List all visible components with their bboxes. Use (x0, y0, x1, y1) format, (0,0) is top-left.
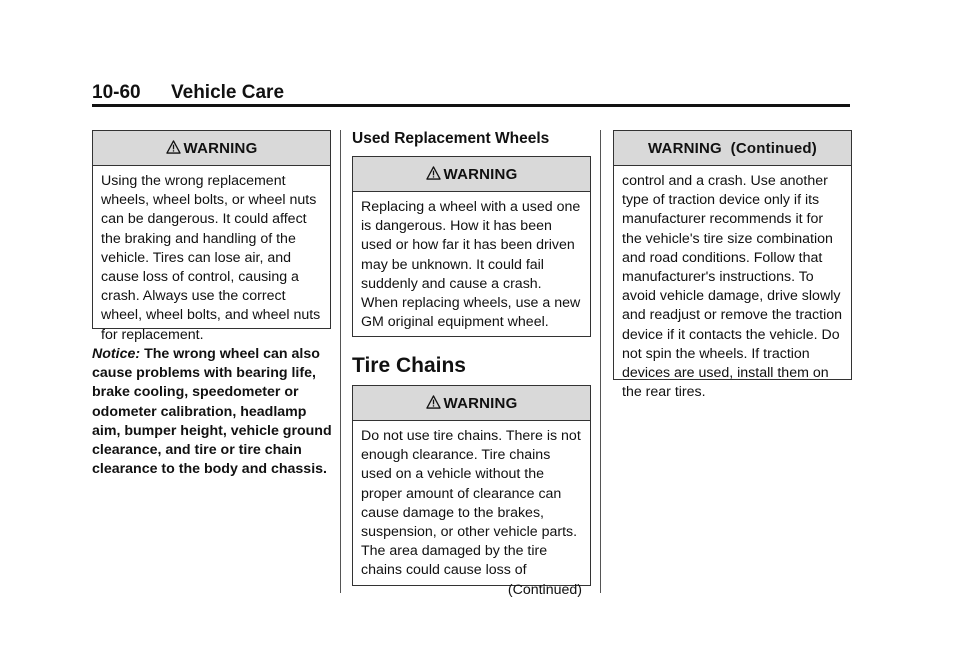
warning-triangle-icon (166, 140, 181, 154)
warning-title: WARNING (443, 165, 518, 183)
notice-text: The wrong wheel can also cause problems with bearing life, brake cooling, speedometer or odometer calibration, headlamp aim, bumper height, vehicle ground clearance, and tire or tire chain clearance to the body and chassis. (92, 346, 332, 478)
warning-title: WARNING (183, 139, 258, 157)
warning-header (353, 386, 590, 421)
warning-text: Using the wrong replacement wheels, wheel bolts, or wheel nuts can be dangerous. It could affect the braking and handling of the vehicle. Tires can lose air, and cause loss of control, causing a crash. Always use the correct wheel, wheel bolts, and wheel nuts for replacement. (101, 173, 321, 343)
warning-title: WARNING (443, 394, 518, 412)
wrong-wheels-warning-box (92, 130, 331, 343)
column-divider-2 (600, 130, 601, 593)
used-replacement-wheels-heading: Used Replacement Wheels (352, 130, 550, 147)
tire-chains-title: Tire Chains (352, 354, 466, 377)
warning-title: WARNING (Continued) (648, 139, 817, 157)
header-rule (92, 104, 850, 107)
notice-paragraph (92, 345, 332, 479)
used-wheels-warning-box (352, 156, 591, 337)
tire-chains-warning-continued-box (613, 130, 852, 401)
section-title: Vehicle Care (171, 82, 285, 103)
column-divider-1 (340, 130, 341, 593)
warning-header (353, 157, 590, 192)
warning-triangle-icon (426, 395, 441, 409)
warning-text: Replacing a wheel with a used one is dangerous. How it has been used or how far it has been driven may be unknown. It could fail suddenly and cause a crash. When replacing wheels, use a new GM original equipment wheel. (361, 199, 581, 331)
continued-label: (Continued) (507, 581, 582, 598)
warning-text: Do not use tire chains. There is not enough clearance. Tire chains used on a vehicle without the proper amount of clearance can cause damage to the brakes, suspension, or other vehicle parts. The area damaged by the tire chains could cause loss of (361, 428, 581, 579)
page-number: 10-60 (92, 82, 141, 103)
tire-chains-warning-box (352, 385, 591, 598)
warning-text: control and a crash. Use another type of traction device only if its manufacturer recommends it for the vehicle's tire size combination and road conditions. Follow that manufacturer's instructions. To avoid vehicle damage, drive slowly and readjust or remove the traction device if it contacts the vehicle. Do not spin the wheels. If traction devices are used, install them on the rear tires. (622, 173, 843, 401)
warning-triangle-icon (426, 166, 441, 180)
warning-text-block (353, 421, 590, 606)
warning-header (614, 131, 851, 166)
warning-header (93, 131, 330, 166)
notice-label: Notice: (92, 346, 141, 362)
